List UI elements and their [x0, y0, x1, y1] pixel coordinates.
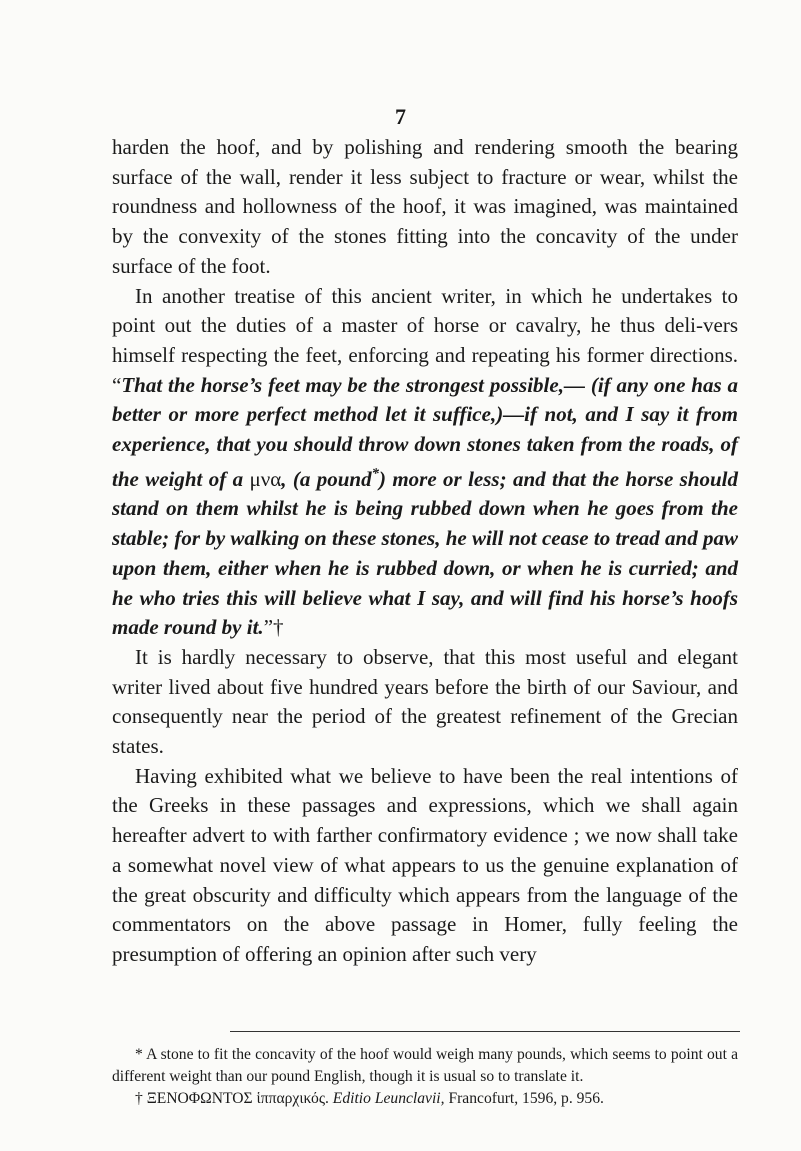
page-number: 7: [395, 104, 406, 129]
paragraph-2: [112, 282, 738, 643]
p2-greek-word: μνα: [249, 466, 282, 491]
footnote-2-place: Francofurt, 1596, p. 956.: [444, 1090, 604, 1107]
p2-quote-a: That the horse’s feet may be the strongest possible,— (if any one has a better or more perfect method let it suffice,)—if not, and I say it from experience, that you should throw down stones taken from the roads, of the weight of a: [112, 372, 738, 491]
footnote-1-text: A stone to fit the concavity of the hoof would weigh many pounds, which seems to point out a different weight than our pound English, though it is usual so to translate it.: [112, 1046, 738, 1085]
footnote-1: [112, 1044, 738, 1088]
paragraph-1: harden the hoof, and by polishing and rendering smooth the bearing surface of the wall, render it less subject to fracture or wear, whilst the roundness and hollowness of the hoof, it was imagined, was maintained by the convexity of the stones fitting into the concavity of the under surface of the foot.: [112, 135, 738, 278]
p2-quote-c: ) more or less; and that the horse should stand on them whilst he is being rubbed down when he goes from the stable; for by walking on these stones, he will not cease to tread and paw upon them, either when he is rubbed down, or when he is curried; and he who tries this will believe what I say, and will find his horse’s hoofs made round by it.: [112, 466, 739, 640]
footnote-2-work: ἱππαρχικός.: [256, 1090, 329, 1107]
main-text: [112, 133, 738, 970]
p2-quote-b: , (a pound: [281, 466, 372, 491]
p2-close-quote: ”: [263, 615, 274, 640]
footnote-2-author: ΞΕΝΟΦΩΝΤΟΣ: [142, 1090, 257, 1107]
paragraph-4: Having exhibited what we believe to have been the real intentions of the Greeks in these passages and expressions, which we shall again hereafter advert to with farther confirmatory evidence ; we now shall take a somewhat novel view of what appears to us the genuine explanation of the great obscurity and difficulty which appears from the language of the commentators on the above passage in Homer, fully feeling the presumption of offering an opinion after such very: [112, 763, 738, 966]
paragraph-3: It is hardly necessary to observe, that this most useful and elegant writer lived about five hundred years before the birth of our Saviour, and consequently near the period of the greatest refinement of the Grecian states.: [112, 644, 738, 759]
footnote-divider: [230, 1031, 740, 1032]
footnotes: [112, 1044, 738, 1110]
footnote-2-mark: †: [135, 1090, 143, 1107]
footnote-2: [112, 1088, 738, 1110]
footnote-1-mark: *: [135, 1046, 143, 1063]
footnote-ref-dagger: †: [273, 615, 284, 640]
footnote-ref-star: *: [371, 465, 379, 482]
footnote-2-edition: Editio Leunclavii,: [328, 1090, 445, 1107]
p2-intro: In another treatise of this ancient writer, in which he undertakes to point out the duties of a master of horse or cavalry, he thus deli-vers himself respecting the feet, enforcing and repeating his former directions. “: [112, 283, 738, 397]
